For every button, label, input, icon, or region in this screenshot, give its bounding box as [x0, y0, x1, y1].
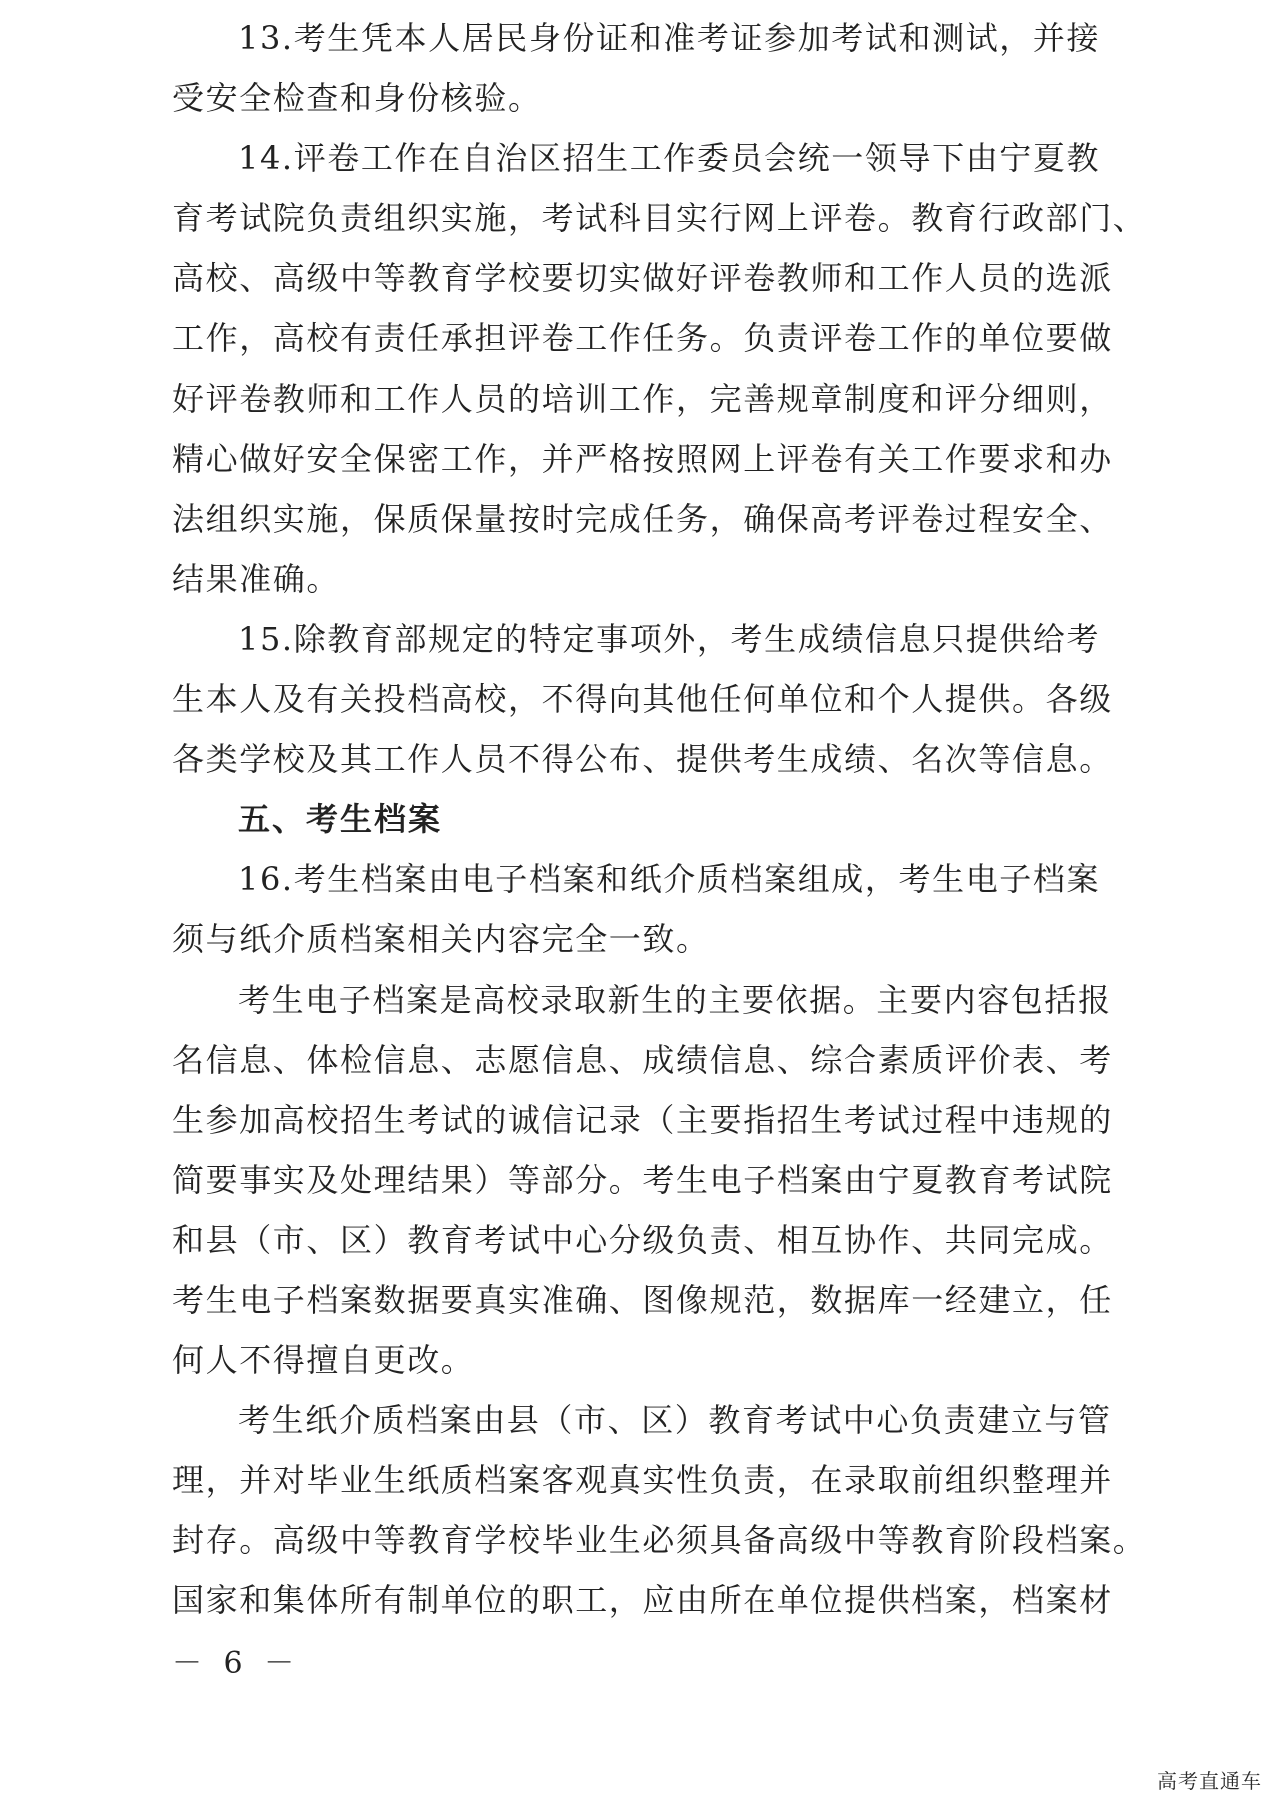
text-line: 生本人及有关投档高校，不得向其他任何单位和个人提供。各级: [172, 680, 1113, 719]
text-line: 16.考生档案由电子档案和纸介质档案组成，考生电子档案: [238, 860, 1101, 899]
text-line: 考生电子档案数据要真实准确、图像规范，数据库一经建立，任: [172, 1280, 1113, 1319]
text-line: 工作，高校有责任承担评卷工作任务。负责评卷工作的单位要做: [172, 319, 1113, 358]
text-line: 法组织实施，保质保量按时完成任务，确保高考评卷过程安全、: [172, 499, 1113, 538]
section-heading: 五、考生档案: [238, 800, 443, 839]
text-line: 精心做好安全保密工作，并严格按照网上评卷有关工作要求和办: [172, 439, 1113, 478]
text-line: 须与纸介质档案相关内容完全一致。: [172, 920, 710, 959]
text-line: 理，并对毕业生纸质档案客观真实性负责，在录取前组织整理并: [172, 1461, 1113, 1500]
watermark: 高考直通车: [1157, 1769, 1262, 1793]
text-line: 和县（市、区）教育考试中心分级负责、相互协作、共同完成。: [172, 1220, 1113, 1259]
text-line: 考生电子档案是高校录取新生的主要依据。主要内容包括报: [238, 980, 1112, 1019]
text-line: 高校、高级中等教育学校要切实做好评卷教师和工作人员的选派: [172, 259, 1113, 298]
text-line: 封存。高级中等教育学校毕业生必须具备高级中等教育阶段档案。: [172, 1521, 1147, 1560]
text-line: 何人不得擅自更改。: [172, 1341, 475, 1380]
text-line: 国家和集体所有制单位的职工，应由所在单位提供档案，档案材: [172, 1581, 1113, 1620]
text-line: 好评卷教师和工作人员的培训工作，完善规章制度和评分细则，: [172, 379, 1113, 418]
text-line: 考生纸介质档案由县（市、区）教育考试中心负责建立与管: [238, 1401, 1112, 1440]
text-line: 13.考生凭本人居民身份证和准考证参加考试和测试，并接: [238, 19, 1101, 57]
text-line: 受安全检查和身份核验。: [172, 79, 542, 118]
page-number: － 6 －: [172, 1646, 301, 1681]
text-line: 15.除教育部规定的特定事项外，考生成绩信息只提供给考: [238, 619, 1101, 658]
document-body: [172, 8, 1147, 1631]
text-line: 名信息、体检信息、志愿信息、成绩信息、综合素质评价表、考: [172, 1040, 1113, 1079]
text-line: 生参加高校招生考试的诚信记录（主要指招生考试过程中违规的: [172, 1100, 1113, 1139]
text-line: 结果准确。: [172, 559, 341, 598]
text-line: 育考试院负责组织实施，考试科目实行网上评卷。教育行政部门、: [172, 199, 1147, 238]
text-line: 简要事实及处理结果）等部分。考生电子档案由宁夏教育考试院: [172, 1160, 1113, 1199]
text-line: 各类学校及其工作人员不得公布、提供考生成绩、名次等信息。: [172, 740, 1113, 779]
text-line: 14.评卷工作在自治区招生工作委员会统一领导下由宁夏教: [238, 139, 1101, 178]
